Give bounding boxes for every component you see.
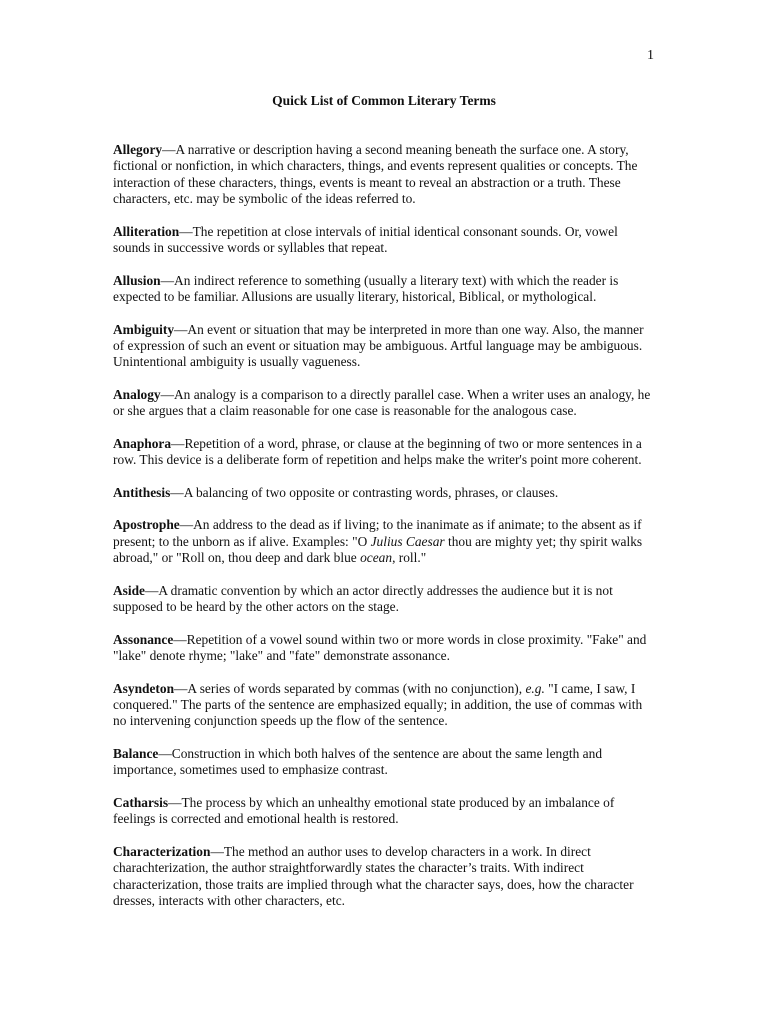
term-entry-catharsis xyxy=(113,795,658,828)
term-list xyxy=(113,142,658,926)
term-name: Characterization xyxy=(113,843,211,859)
term-name: Allusion xyxy=(113,272,161,288)
term-definition: —An event or situation that may be interpreted in more than one way. Also, the manner of expression of such an event or situation may be ambiguous. Artful language may be ambiguous. Unintentional ambiguity is usually vagueness. xyxy=(113,321,644,370)
term-definition: —A balancing of two opposite or contrasting words, phrases, or clauses. xyxy=(170,484,559,500)
term-name: Aside xyxy=(113,582,145,598)
term-definition: —A dramatic convention by which an actor directly addresses the audience but it is not supposed to be heard by the other actors on the stage. xyxy=(113,582,613,615)
term-name: Anaphora xyxy=(113,435,172,451)
term-name: Apostrophe xyxy=(113,517,180,533)
term-definition-italic: ocean xyxy=(360,550,393,566)
term-entry-balance xyxy=(113,746,658,779)
term-definition: —The method an author uses to develop characters in a work. In direct charachterization, the author straightforwardly states the character’s traits. With indirect characterization, those traits are implied through what the character says, does, how the character dresses, interacts with other characters, etc. xyxy=(113,843,634,908)
page-number: 1 xyxy=(647,48,654,63)
term-entry-apostrophe xyxy=(113,517,658,566)
term-name: Analogy xyxy=(113,386,161,402)
term-name: Ambiguity xyxy=(113,321,175,337)
term-definition-italic: Julius Caesar xyxy=(370,533,445,549)
term-name: Antithesis xyxy=(113,484,171,500)
term-definition: —The repetition at close intervals of initial identical consonant sounds. Or, vowel sounds in successive words or syllables that repeat. xyxy=(113,223,618,255)
term-definition: —The process by which an unhealthy emotional state produced by an imbalance of feelings is corrected and emotional health is restored. xyxy=(113,795,615,827)
page-title: Quick List of Common Literary Terms xyxy=(272,93,496,108)
term-definition: —A narrative or description having a second meaning beneath the surface one. A story, fictional or nonfiction, in which characters, things, and events represent qualities or concepts. The interaction of these characters, things, events is meant to reveal an abstraction or a truth. These characters, etc. may be symbolic of the ideas referred to. xyxy=(113,142,638,206)
term-name: Alliteration xyxy=(113,223,180,239)
term-entry-allegory xyxy=(113,142,658,207)
term-definition-italic: e.g. xyxy=(525,680,545,696)
term-entry-alliteration xyxy=(113,224,658,257)
term-definition: —Repetition of a vowel sound within two or more words in close proximity. "Fake" and "lake" denote rhyme; "lake" and "fate" demonstrate assonance. xyxy=(113,631,647,664)
term-name: Catharsis xyxy=(113,795,169,810)
term-definition: —An analogy is a comparison to a directly parallel case. When a writer uses an analogy, he or she argues that a claim reasonable for one case is reasonable for the analogous case. xyxy=(113,386,651,419)
term-entry-ambiguity xyxy=(113,322,658,371)
term-definition-part: thou are mighty yet; thy spirit walks abroad," or "Roll on, thou deep and dark blue xyxy=(113,533,643,566)
term-entry-anaphora xyxy=(113,436,658,469)
term-name: Balance xyxy=(113,746,159,762)
term-entry-allusion xyxy=(113,273,658,306)
term-definition-part: , roll." xyxy=(392,550,427,566)
term-definition-part: —An address to the dead as if living; to the inanimate as if animate; to the absent as if present; to the unborn as if alive. Examples: "O xyxy=(113,517,642,549)
term-entry-asyndeton xyxy=(113,681,658,730)
term-definition: —Construction in which both halves of the sentence are about the same length and importance, sometimes used to emphasize contrast. xyxy=(113,746,603,778)
term-name: Allegory xyxy=(113,142,163,157)
term-definition-part: —A series of words separated by commas (with no conjunction), xyxy=(174,680,526,696)
term-definition: —Repetition of a word, phrase, or clause at the beginning of two or more sentences in a row. This device is a deliberate form of repetition and helps make the writer's point more coherent. xyxy=(113,435,642,468)
term-name: Assonance xyxy=(113,631,174,647)
term-entry-characterization xyxy=(113,844,658,909)
term-entry-antithesis xyxy=(113,485,658,501)
term-entry-assonance xyxy=(113,632,658,665)
term-entry-analogy xyxy=(113,387,658,420)
term-entry-aside xyxy=(113,583,658,616)
term-definition-part: "I came, I saw, I conquered." The parts of the sentence are emphasized equally; in addition, the use of commas with no intervening conjunction speeds up the flow of the sentence. xyxy=(113,680,643,729)
term-definition: —An indirect reference to something (usually a literary text) with which the reader is expected to be familiar. Allusions are usually literary, historical, Biblical, or mythological. xyxy=(113,272,619,304)
term-name: Asyndeton xyxy=(113,680,175,696)
